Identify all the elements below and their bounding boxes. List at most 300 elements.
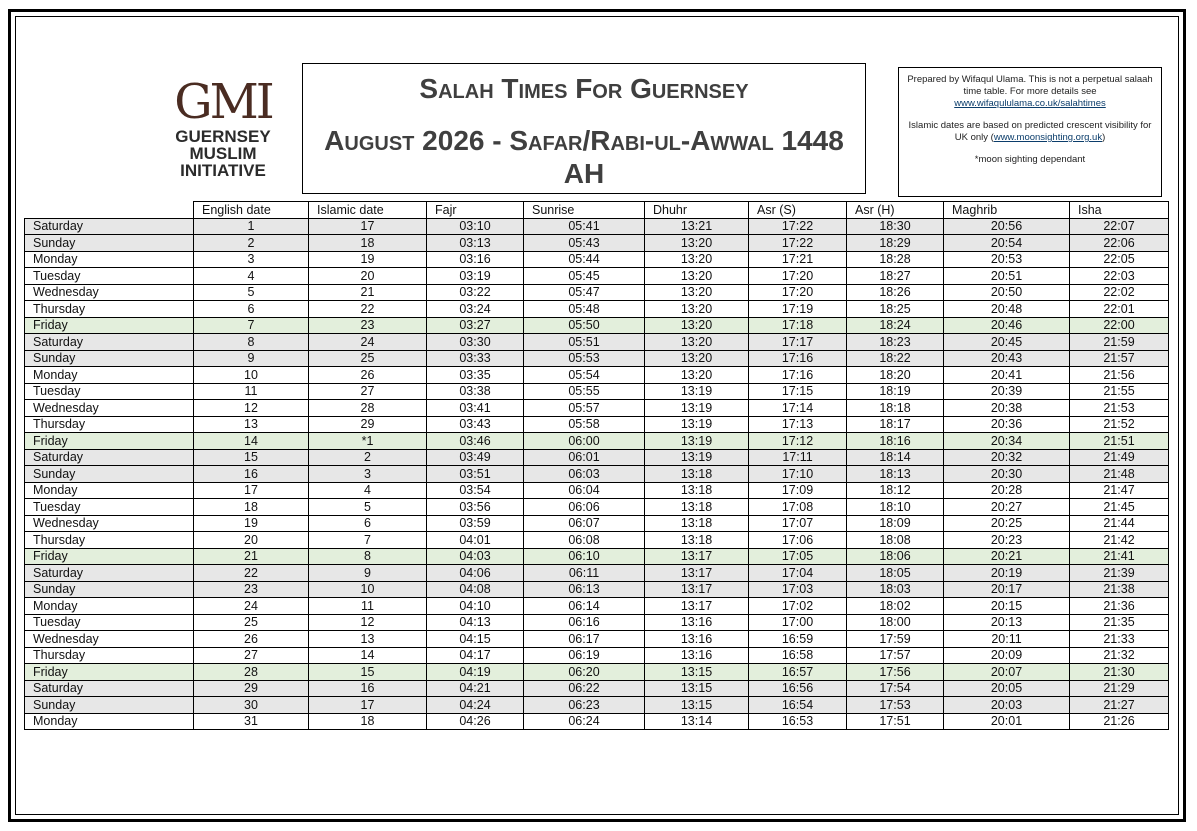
cell-fajr: 03:54 — [427, 482, 524, 499]
cell-islamic-date: 15 — [309, 664, 427, 681]
cell-maghrib: 20:56 — [944, 218, 1070, 235]
cell-sunrise: 05:44 — [524, 251, 645, 268]
cell-asr-s: 17:07 — [749, 515, 847, 532]
cell-islamic-date: 23 — [309, 317, 427, 334]
cell-maghrib: 20:46 — [944, 317, 1070, 334]
cell-islamic-date: 21 — [309, 284, 427, 301]
cell-english-date: 8 — [194, 334, 309, 351]
cell-islamic-date: 29 — [309, 416, 427, 433]
cell-asr-h: 18:16 — [847, 433, 944, 450]
note-prepared-by — [905, 74, 1155, 110]
cell-dhuhr: 13:15 — [645, 697, 749, 714]
header-day — [25, 202, 194, 219]
cell-maghrib: 20:53 — [944, 251, 1070, 268]
cell-english-date: 19 — [194, 515, 309, 532]
cell-english-date: 30 — [194, 697, 309, 714]
cell-dhuhr: 13:17 — [645, 548, 749, 565]
header-asr-h: Asr (H) — [847, 202, 944, 219]
cell-maghrib: 20:54 — [944, 235, 1070, 252]
cell-english-date: 28 — [194, 664, 309, 681]
cell-asr-h: 18:02 — [847, 598, 944, 615]
title-box — [302, 63, 866, 194]
cell-maghrib: 20:25 — [944, 515, 1070, 532]
logo-mark: GMI — [174, 74, 272, 130]
cell-sunrise: 06:17 — [524, 631, 645, 648]
cell-maghrib: 20:34 — [944, 433, 1070, 450]
cell-fajr: 03:22 — [427, 284, 524, 301]
header-isha: Isha — [1070, 202, 1169, 219]
cell-sunrise: 06:11 — [524, 565, 645, 582]
table-row — [25, 218, 1169, 235]
moonsighting-link[interactable]: www.moonsighting.org.uk — [993, 132, 1103, 143]
cell-english-date: 6 — [194, 301, 309, 318]
salahtimes-link[interactable]: www.wifaqululama.co.uk/salahtimes — [954, 98, 1106, 109]
cell-asr-s: 17:17 — [749, 334, 847, 351]
cell-english-date: 27 — [194, 647, 309, 664]
cell-asr-s: 16:54 — [749, 697, 847, 714]
cell-dhuhr: 13:18 — [645, 466, 749, 483]
cell-isha: 21:33 — [1070, 631, 1169, 648]
cell-asr-s: 17:06 — [749, 532, 847, 549]
cell-fajr: 03:16 — [427, 251, 524, 268]
cell-dhuhr: 13:19 — [645, 433, 749, 450]
cell-dhuhr: 13:16 — [645, 614, 749, 631]
header-dhuhr: Dhuhr — [645, 202, 749, 219]
cell-isha: 22:07 — [1070, 218, 1169, 235]
cell-fajr: 03:43 — [427, 416, 524, 433]
table-row — [25, 680, 1169, 697]
cell-isha: 21:48 — [1070, 466, 1169, 483]
cell-asr-s: 17:02 — [749, 598, 847, 615]
cell-day: Wednesday — [25, 400, 194, 417]
cell-maghrib: 20:05 — [944, 680, 1070, 697]
cell-asr-h: 18:18 — [847, 400, 944, 417]
cell-sunrise: 05:55 — [524, 383, 645, 400]
header-maghrib: Maghrib — [944, 202, 1070, 219]
table-row — [25, 697, 1169, 714]
cell-maghrib: 20:17 — [944, 581, 1070, 598]
cell-english-date: 14 — [194, 433, 309, 450]
cell-fajr: 03:56 — [427, 499, 524, 516]
cell-maghrib: 20:27 — [944, 499, 1070, 516]
table-row — [25, 499, 1169, 516]
cell-isha: 21:55 — [1070, 383, 1169, 400]
cell-day: Monday — [25, 367, 194, 384]
cell-islamic-date: 26 — [309, 367, 427, 384]
cell-fajr: 03:10 — [427, 218, 524, 235]
cell-islamic-date: *1 — [309, 433, 427, 450]
cell-maghrib: 20:01 — [944, 713, 1070, 730]
cell-asr-s: 16:56 — [749, 680, 847, 697]
header-islamic-date: Islamic date — [309, 202, 427, 219]
cell-maghrib: 20:51 — [944, 268, 1070, 285]
cell-asr-s: 17:03 — [749, 581, 847, 598]
cell-asr-s: 16:58 — [749, 647, 847, 664]
table-row — [25, 416, 1169, 433]
table-row — [25, 317, 1169, 334]
cell-english-date: 1 — [194, 218, 309, 235]
table-body — [25, 218, 1169, 730]
cell-asr-s: 17:08 — [749, 499, 847, 516]
cell-english-date: 15 — [194, 449, 309, 466]
cell-english-date: 7 — [194, 317, 309, 334]
cell-sunrise: 06:00 — [524, 433, 645, 450]
table-row — [25, 664, 1169, 681]
cell-fajr: 04:08 — [427, 581, 524, 598]
cell-asr-s: 16:57 — [749, 664, 847, 681]
cell-dhuhr: 13:14 — [645, 713, 749, 730]
cell-sunrise: 06:19 — [524, 647, 645, 664]
cell-asr-s: 17:05 — [749, 548, 847, 565]
note-moon-sighting: *moon sighting dependant — [974, 154, 1086, 165]
cell-isha: 22:05 — [1070, 251, 1169, 268]
cell-asr-s: 17:22 — [749, 235, 847, 252]
cell-asr-h: 17:51 — [847, 713, 944, 730]
table-row — [25, 532, 1169, 549]
table-row — [25, 334, 1169, 351]
table-row — [25, 400, 1169, 417]
table-row — [25, 433, 1169, 450]
cell-islamic-date: 17 — [309, 218, 427, 235]
cell-maghrib: 20:38 — [944, 400, 1070, 417]
cell-day: Monday — [25, 251, 194, 268]
cell-asr-s: 17:09 — [749, 482, 847, 499]
cell-asr-h: 18:25 — [847, 301, 944, 318]
cell-maghrib: 20:50 — [944, 284, 1070, 301]
note-islamic-suffix: ) — [1102, 132, 1106, 143]
cell-asr-h: 18:05 — [847, 565, 944, 582]
cell-day: Monday — [25, 598, 194, 615]
cell-islamic-date: 7 — [309, 532, 427, 549]
cell-asr-h: 18:14 — [847, 449, 944, 466]
cell-dhuhr: 13:20 — [645, 350, 749, 367]
cell-day: Sunday — [25, 350, 194, 367]
cell-day: Wednesday — [25, 515, 194, 532]
cell-islamic-date: 10 — [309, 581, 427, 598]
cell-day: Tuesday — [25, 499, 194, 516]
cell-day: Friday — [25, 548, 194, 565]
cell-islamic-date: 6 — [309, 515, 427, 532]
cell-dhuhr: 13:15 — [645, 664, 749, 681]
cell-isha: 21:59 — [1070, 334, 1169, 351]
cell-maghrib: 20:07 — [944, 664, 1070, 681]
table-row — [25, 515, 1169, 532]
cell-asr-h: 18:23 — [847, 334, 944, 351]
cell-asr-s: 17:20 — [749, 284, 847, 301]
cell-fajr: 04:19 — [427, 664, 524, 681]
cell-fajr: 03:49 — [427, 449, 524, 466]
cell-asr-h: 17:57 — [847, 647, 944, 664]
cell-islamic-date: 27 — [309, 383, 427, 400]
table-row — [25, 614, 1169, 631]
cell-fajr: 04:24 — [427, 697, 524, 714]
cell-fajr: 03:33 — [427, 350, 524, 367]
logo-text — [160, 128, 286, 179]
cell-isha: 21:35 — [1070, 614, 1169, 631]
cell-asr-h: 17:56 — [847, 664, 944, 681]
table-row — [25, 647, 1169, 664]
cell-islamic-date: 28 — [309, 400, 427, 417]
cell-sunrise: 06:07 — [524, 515, 645, 532]
cell-dhuhr: 13:19 — [645, 400, 749, 417]
cell-asr-h: 18:24 — [847, 317, 944, 334]
cell-islamic-date: 24 — [309, 334, 427, 351]
cell-asr-s: 17:16 — [749, 350, 847, 367]
cell-asr-s: 17:12 — [749, 433, 847, 450]
note-islamic-text: Islamic dates are based on predicted crescent visibility for UK only ( — [908, 120, 1152, 143]
cell-isha: 21:30 — [1070, 664, 1169, 681]
cell-english-date: 18 — [194, 499, 309, 516]
cell-english-date: 9 — [194, 350, 309, 367]
cell-fajr: 03:30 — [427, 334, 524, 351]
cell-english-date: 5 — [194, 284, 309, 301]
cell-fajr: 03:19 — [427, 268, 524, 285]
cell-sunrise: 06:14 — [524, 598, 645, 615]
cell-fajr: 03:46 — [427, 433, 524, 450]
cell-sunrise: 06:24 — [524, 713, 645, 730]
cell-asr-h: 18:06 — [847, 548, 944, 565]
table-row — [25, 548, 1169, 565]
cell-asr-s: 16:59 — [749, 631, 847, 648]
cell-fajr: 03:27 — [427, 317, 524, 334]
cell-isha: 22:03 — [1070, 268, 1169, 285]
cell-isha: 21:36 — [1070, 598, 1169, 615]
cell-asr-s: 17:21 — [749, 251, 847, 268]
cell-asr-h: 18:27 — [847, 268, 944, 285]
cell-isha: 21:51 — [1070, 433, 1169, 450]
cell-asr-h: 18:22 — [847, 350, 944, 367]
cell-sunrise: 05:41 — [524, 218, 645, 235]
cell-maghrib: 20:23 — [944, 532, 1070, 549]
logo-line-3: INITIATIVE — [180, 161, 266, 180]
cell-day: Saturday — [25, 565, 194, 582]
cell-asr-h: 18:28 — [847, 251, 944, 268]
cell-asr-s: 17:13 — [749, 416, 847, 433]
cell-fajr: 04:17 — [427, 647, 524, 664]
cell-asr-s: 17:18 — [749, 317, 847, 334]
cell-day: Thursday — [25, 647, 194, 664]
cell-islamic-date: 14 — [309, 647, 427, 664]
cell-english-date: 10 — [194, 367, 309, 384]
cell-day: Friday — [25, 664, 194, 681]
cell-english-date: 16 — [194, 466, 309, 483]
cell-dhuhr: 13:20 — [645, 251, 749, 268]
cell-maghrib: 20:41 — [944, 367, 1070, 384]
cell-dhuhr: 13:19 — [645, 383, 749, 400]
cell-dhuhr: 13:20 — [645, 268, 749, 285]
cell-maghrib: 20:09 — [944, 647, 1070, 664]
cell-asr-h: 18:29 — [847, 235, 944, 252]
cell-sunrise: 05:54 — [524, 367, 645, 384]
cell-sunrise: 06:22 — [524, 680, 645, 697]
cell-english-date: 29 — [194, 680, 309, 697]
cell-fajr: 04:01 — [427, 532, 524, 549]
cell-maghrib: 20:19 — [944, 565, 1070, 582]
table-row — [25, 383, 1169, 400]
page-title: Salah Times For Guernsey — [419, 73, 749, 104]
cell-day: Sunday — [25, 235, 194, 252]
cell-islamic-date: 18 — [309, 235, 427, 252]
cell-islamic-date: 12 — [309, 614, 427, 631]
cell-fajr: 03:13 — [427, 235, 524, 252]
cell-islamic-date: 5 — [309, 499, 427, 516]
cell-day: Tuesday — [25, 268, 194, 285]
cell-isha: 21:42 — [1070, 532, 1169, 549]
cell-asr-s: 17:11 — [749, 449, 847, 466]
cell-asr-s: 17:19 — [749, 301, 847, 318]
cell-english-date: 20 — [194, 532, 309, 549]
cell-dhuhr: 13:17 — [645, 565, 749, 582]
cell-maghrib: 20:36 — [944, 416, 1070, 433]
cell-fajr: 04:13 — [427, 614, 524, 631]
cell-dhuhr: 13:17 — [645, 598, 749, 615]
cell-dhuhr: 13:19 — [645, 416, 749, 433]
cell-sunrise: 06:03 — [524, 466, 645, 483]
cell-isha: 21:26 — [1070, 713, 1169, 730]
cell-sunrise: 05:48 — [524, 301, 645, 318]
cell-fajr: 03:51 — [427, 466, 524, 483]
cell-isha: 22:02 — [1070, 284, 1169, 301]
cell-sunrise: 06:13 — [524, 581, 645, 598]
cell-english-date: 23 — [194, 581, 309, 598]
cell-maghrib: 20:15 — [944, 598, 1070, 615]
cell-fajr: 03:35 — [427, 367, 524, 384]
cell-dhuhr: 13:17 — [645, 581, 749, 598]
header-english-date: English date — [194, 202, 309, 219]
cell-english-date: 11 — [194, 383, 309, 400]
cell-asr-s: 17:15 — [749, 383, 847, 400]
cell-asr-h: 18:30 — [847, 218, 944, 235]
cell-maghrib: 20:48 — [944, 301, 1070, 318]
cell-dhuhr: 13:16 — [645, 631, 749, 648]
cell-islamic-date: 2 — [309, 449, 427, 466]
cell-dhuhr: 13:18 — [645, 532, 749, 549]
cell-asr-s: 17:04 — [749, 565, 847, 582]
cell-islamic-date: 18 — [309, 713, 427, 730]
cell-english-date: 17 — [194, 482, 309, 499]
table-row — [25, 350, 1169, 367]
cell-fajr: 03:59 — [427, 515, 524, 532]
cell-asr-h: 17:59 — [847, 631, 944, 648]
cell-fajr: 03:38 — [427, 383, 524, 400]
cell-fajr: 04:06 — [427, 565, 524, 582]
header-sunrise: Sunrise — [524, 202, 645, 219]
cell-islamic-date: 4 — [309, 482, 427, 499]
cell-maghrib: 20:32 — [944, 449, 1070, 466]
cell-asr-s: 17:22 — [749, 218, 847, 235]
cell-islamic-date: 22 — [309, 301, 427, 318]
cell-english-date: 13 — [194, 416, 309, 433]
cell-day: Tuesday — [25, 614, 194, 631]
cell-sunrise: 06:20 — [524, 664, 645, 681]
header-fajr: Fajr — [427, 202, 524, 219]
table-row — [25, 284, 1169, 301]
cell-isha: 21:29 — [1070, 680, 1169, 697]
cell-maghrib: 20:30 — [944, 466, 1070, 483]
cell-asr-h: 18:12 — [847, 482, 944, 499]
cell-asr-h: 18:00 — [847, 614, 944, 631]
cell-sunrise: 06:16 — [524, 614, 645, 631]
cell-isha: 21:32 — [1070, 647, 1169, 664]
cell-day: Friday — [25, 317, 194, 334]
cell-day: Friday — [25, 433, 194, 450]
table-row — [25, 713, 1169, 730]
cell-dhuhr: 13:18 — [645, 499, 749, 516]
note-prepared-text: Prepared by Wifaqul Ulama. This is not a perpetual salaah time table. For more details see — [907, 74, 1153, 97]
cell-asr-h: 18:03 — [847, 581, 944, 598]
cell-islamic-date: 16 — [309, 680, 427, 697]
cell-english-date: 4 — [194, 268, 309, 285]
cell-sunrise: 05:53 — [524, 350, 645, 367]
cell-dhuhr: 13:20 — [645, 334, 749, 351]
cell-asr-h: 18:26 — [847, 284, 944, 301]
cell-maghrib: 20:28 — [944, 482, 1070, 499]
cell-maghrib: 20:39 — [944, 383, 1070, 400]
cell-sunrise: 05:58 — [524, 416, 645, 433]
cell-day: Sunday — [25, 466, 194, 483]
table-row — [25, 235, 1169, 252]
table-row — [25, 581, 1169, 598]
cell-dhuhr: 13:16 — [645, 647, 749, 664]
cell-english-date: 26 — [194, 631, 309, 648]
cell-maghrib: 20:11 — [944, 631, 1070, 648]
cell-isha: 21:57 — [1070, 350, 1169, 367]
cell-dhuhr: 13:19 — [645, 449, 749, 466]
cell-isha: 21:39 — [1070, 565, 1169, 582]
cell-fajr: 03:24 — [427, 301, 524, 318]
cell-isha: 21:56 — [1070, 367, 1169, 384]
logo-line-1: GUERNSEY — [175, 127, 271, 146]
cell-dhuhr: 13:21 — [645, 218, 749, 235]
note-islamic-dates — [905, 120, 1155, 144]
gmi-logo — [160, 74, 286, 180]
cell-dhuhr: 13:20 — [645, 301, 749, 318]
cell-day: Saturday — [25, 334, 194, 351]
cell-fajr: 04:03 — [427, 548, 524, 565]
cell-isha: 22:01 — [1070, 301, 1169, 318]
cell-english-date: 12 — [194, 400, 309, 417]
cell-islamic-date: 9 — [309, 565, 427, 582]
table-row — [25, 251, 1169, 268]
cell-fajr: 04:10 — [427, 598, 524, 615]
table-row — [25, 301, 1169, 318]
cell-asr-h: 18:09 — [847, 515, 944, 532]
cell-asr-s: 17:10 — [749, 466, 847, 483]
cell-sunrise: 06:01 — [524, 449, 645, 466]
cell-islamic-date: 25 — [309, 350, 427, 367]
cell-isha: 21:53 — [1070, 400, 1169, 417]
cell-sunrise: 05:45 — [524, 268, 645, 285]
cell-day: Tuesday — [25, 383, 194, 400]
cell-english-date: 21 — [194, 548, 309, 565]
cell-islamic-date: 8 — [309, 548, 427, 565]
cell-day: Thursday — [25, 532, 194, 549]
cell-isha: 21:45 — [1070, 499, 1169, 516]
salah-times-table — [24, 201, 1169, 730]
cell-asr-s: 17:00 — [749, 614, 847, 631]
cell-english-date: 3 — [194, 251, 309, 268]
notes-box — [898, 67, 1162, 197]
cell-maghrib: 20:43 — [944, 350, 1070, 367]
cell-fajr: 04:26 — [427, 713, 524, 730]
cell-sunrise: 06:04 — [524, 482, 645, 499]
cell-isha: 21:41 — [1070, 548, 1169, 565]
cell-dhuhr: 13:18 — [645, 515, 749, 532]
table-row — [25, 449, 1169, 466]
cell-asr-h: 18:08 — [847, 532, 944, 549]
cell-asr-h: 18:19 — [847, 383, 944, 400]
cell-sunrise: 06:06 — [524, 499, 645, 516]
